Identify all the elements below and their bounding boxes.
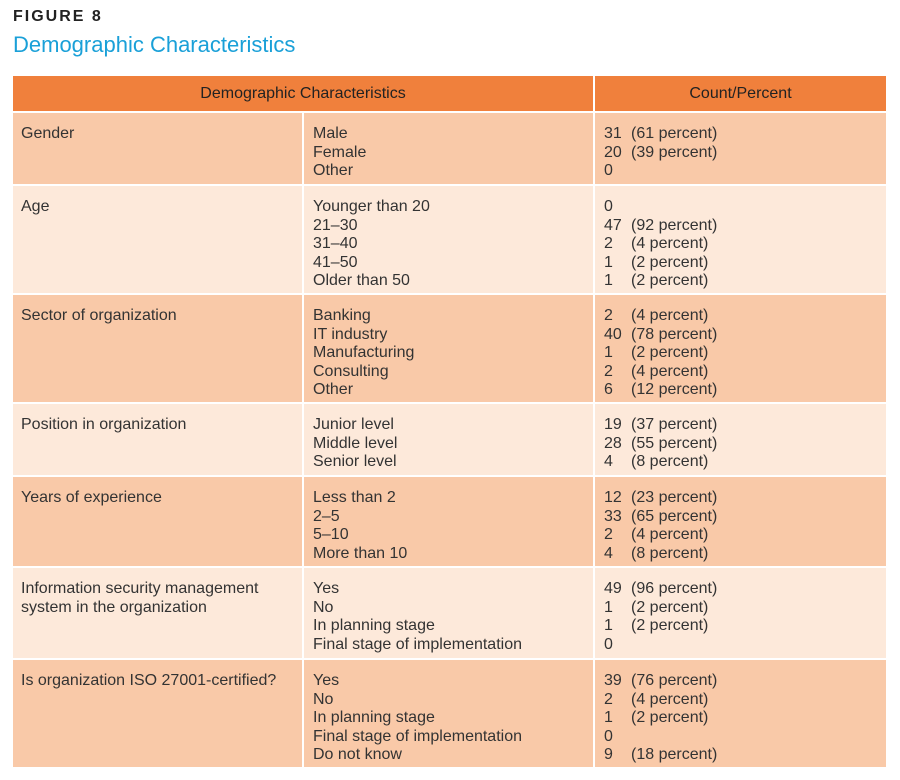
percent-value: (2 percent) <box>631 617 709 634</box>
percent-value: (2 percent) <box>631 253 709 271</box>
option-label: Female <box>313 143 367 161</box>
percent-value: (8 percent) <box>631 544 709 562</box>
table-body <box>13 111 886 767</box>
value-line <box>604 728 886 747</box>
values-cell <box>593 477 886 566</box>
option-label: No <box>313 598 334 616</box>
table-row <box>13 402 886 475</box>
value-line <box>604 381 886 400</box>
count-value: 1 <box>604 253 613 271</box>
demographics-table <box>13 76 886 767</box>
options-cell <box>302 113 593 184</box>
category-label: Age <box>21 198 50 215</box>
value-line <box>604 599 886 618</box>
value-line <box>604 416 886 435</box>
table-row <box>13 658 886 767</box>
count-value: 0 <box>604 635 613 653</box>
percent-value: (39 percent) <box>631 143 718 161</box>
table-row <box>13 566 886 658</box>
percent-value: (18 percent) <box>631 746 718 763</box>
value-line <box>604 162 886 181</box>
category-cell <box>13 186 302 293</box>
count-value: 33 <box>604 507 622 525</box>
value-line <box>604 489 886 508</box>
category-label: Position in organization <box>21 416 187 433</box>
percent-value: (4 percent) <box>631 526 709 543</box>
count-value: 28 <box>604 434 622 452</box>
count-value: 4 <box>604 544 613 562</box>
category-label: Sector of organization <box>21 307 177 324</box>
option-label: Senior level <box>313 453 397 470</box>
percent-value: (4 percent) <box>631 362 709 380</box>
percent-value: (2 percent) <box>631 344 709 361</box>
value-line <box>604 746 886 765</box>
percent-value: (8 percent) <box>631 453 709 470</box>
count-value: 2 <box>604 362 613 380</box>
value-line <box>604 709 886 728</box>
percent-value: (76 percent) <box>631 672 718 689</box>
value-line <box>604 363 886 382</box>
percent-value: (4 percent) <box>631 307 709 324</box>
count-value: 31 <box>604 125 622 142</box>
value-line <box>604 691 886 710</box>
category-cell <box>13 568 302 658</box>
percent-value: (2 percent) <box>631 709 709 726</box>
option-label: Middle level <box>313 434 398 452</box>
values-cell <box>593 186 886 293</box>
option-label: Final stage of implementation <box>313 635 522 653</box>
count-value: 0 <box>604 162 613 179</box>
figure-label: FIGURE 8 <box>13 8 103 25</box>
table-row <box>13 111 886 184</box>
percent-value: (78 percent) <box>631 325 718 343</box>
percent-value: (2 percent) <box>631 598 709 616</box>
values-cell <box>593 113 886 184</box>
option-label: Banking <box>313 307 371 324</box>
option-label: Manufacturing <box>313 344 415 361</box>
count-value: 1 <box>604 709 613 726</box>
values-cell <box>593 404 886 475</box>
category-cell <box>13 295 302 402</box>
percent-value: (96 percent) <box>631 580 718 597</box>
options-cell <box>302 477 593 566</box>
value-line <box>604 526 886 545</box>
option-label: 2–5 <box>313 507 340 525</box>
count-value: 2 <box>604 690 613 708</box>
count-value: 12 <box>604 489 622 506</box>
count-value: 49 <box>604 580 622 597</box>
count-value: 39 <box>604 672 622 689</box>
count-value: 47 <box>604 216 622 234</box>
table-row <box>13 293 886 402</box>
option-label: IT industry <box>313 325 388 343</box>
category-label: Is organization ISO 27001-certified? <box>21 672 277 689</box>
option-label: In planning stage <box>313 709 435 726</box>
option-label: Yes <box>313 672 340 689</box>
count-value: 1 <box>604 344 613 361</box>
category-cell <box>13 404 302 475</box>
count-value: 0 <box>604 198 613 215</box>
percent-value: (23 percent) <box>631 489 718 506</box>
percent-value: (12 percent) <box>631 381 718 398</box>
percent-value: (65 percent) <box>631 507 718 525</box>
option-label: More than 10 <box>313 544 408 562</box>
count-value: 1 <box>604 272 613 289</box>
options-cell <box>302 295 593 402</box>
option-label: Other <box>313 381 354 398</box>
percent-value: (2 percent) <box>631 272 709 289</box>
value-line <box>604 672 886 691</box>
option-label: 21–30 <box>313 216 358 234</box>
percent-value: (4 percent) <box>631 235 709 252</box>
value-line <box>604 545 886 564</box>
count-value: 1 <box>604 617 613 634</box>
count-value: 1 <box>604 598 613 616</box>
count-value: 2 <box>604 235 613 252</box>
option-label: Younger than 20 <box>313 198 430 215</box>
value-line <box>604 326 886 345</box>
option-label: Older than 50 <box>313 272 410 289</box>
values-cell <box>593 660 886 767</box>
option-label: Male <box>313 125 348 142</box>
option-label: Other <box>313 162 354 179</box>
category-cell <box>13 660 302 767</box>
options-cell <box>302 660 593 767</box>
count-value: 0 <box>604 727 613 745</box>
option-label: In planning stage <box>313 617 435 634</box>
value-line <box>604 580 886 599</box>
value-line <box>604 307 886 326</box>
percent-value: (37 percent) <box>631 416 718 433</box>
table-row <box>13 184 886 293</box>
count-value: 2 <box>604 307 613 324</box>
percent-value: (92 percent) <box>631 216 718 234</box>
category-cell <box>13 477 302 566</box>
category-cell <box>13 113 302 184</box>
value-line <box>604 272 886 291</box>
value-line <box>604 508 886 527</box>
value-line <box>604 198 886 217</box>
value-line <box>604 344 886 363</box>
option-label: Final stage of implementation <box>313 727 522 745</box>
value-line <box>604 217 886 236</box>
value-line <box>604 125 886 144</box>
count-value: 19 <box>604 416 622 433</box>
category-label: Gender <box>21 125 75 142</box>
count-value: 4 <box>604 453 613 470</box>
options-cell <box>302 568 593 658</box>
count-value: 6 <box>604 381 613 398</box>
option-label: Less than 2 <box>313 489 396 506</box>
header-characteristics: Demographic Characteristics <box>13 76 593 111</box>
value-line <box>604 254 886 273</box>
category-label: Information security management <box>21 580 259 597</box>
category-label: system in the organization <box>21 598 207 616</box>
table-header <box>13 76 886 111</box>
value-line <box>604 435 886 454</box>
options-cell <box>302 186 593 293</box>
option-label: Yes <box>313 580 340 597</box>
count-value: 2 <box>604 526 613 543</box>
option-label: Do not know <box>313 746 402 763</box>
option-label: Consulting <box>313 362 389 380</box>
count-value: 40 <box>604 325 622 343</box>
values-cell <box>593 568 886 658</box>
value-line <box>604 235 886 254</box>
option-label: 41–50 <box>313 253 358 271</box>
figure-title: Demographic Characteristics <box>13 32 296 57</box>
count-value: 20 <box>604 143 622 161</box>
table-row <box>13 475 886 566</box>
option-label: 5–10 <box>313 526 349 543</box>
value-line <box>604 144 886 163</box>
percent-value: (4 percent) <box>631 690 709 708</box>
percent-value: (55 percent) <box>631 434 718 452</box>
header-count-percent: Count/Percent <box>595 76 886 111</box>
option-label: Junior level <box>313 416 394 433</box>
value-line <box>604 617 886 636</box>
options-cell <box>302 404 593 475</box>
values-cell <box>593 295 886 402</box>
category-label: Years of experience <box>21 489 162 506</box>
value-line <box>604 453 886 472</box>
percent-value: (61 percent) <box>631 125 718 142</box>
option-label: 31–40 <box>313 235 358 252</box>
value-line <box>604 636 886 655</box>
option-label: No <box>313 690 334 708</box>
count-value: 9 <box>604 746 613 763</box>
